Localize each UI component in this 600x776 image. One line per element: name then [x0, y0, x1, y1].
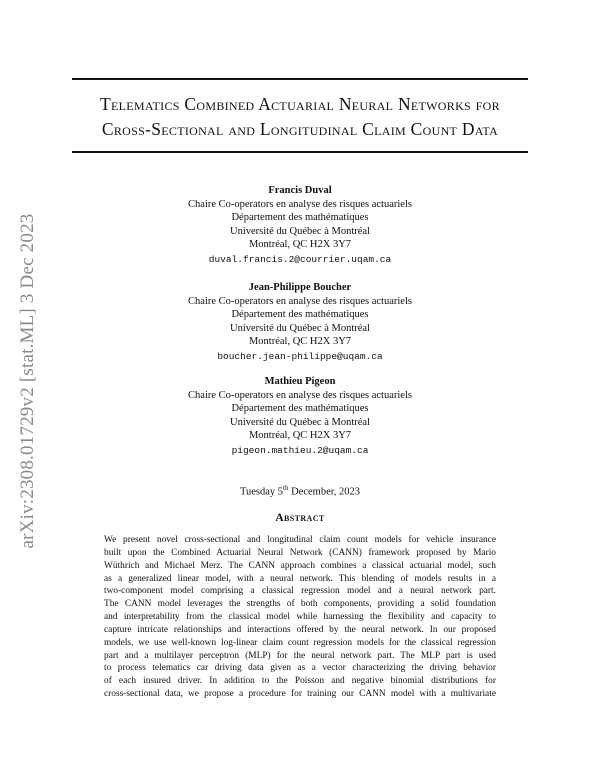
affiliation-line: Montréal, QC H2X 3Y7 — [248, 239, 352, 251]
date-suffix: December, 2023 — [288, 486, 361, 498]
abstract-line: capture intricate relationships and interactions offered by the neural network. In our proposed — [104, 624, 496, 635]
affiliation-line: Département des mathématiques — [231, 309, 369, 321]
date-prefix: Tuesday 5 — [239, 486, 284, 498]
affiliation-line: Département des mathématiques — [231, 212, 369, 224]
arxiv-identifier: arXiv:2308.01729v2 [stat.ML] 3 Dec 2023 — [17, 213, 38, 549]
abstract-line: We present novel cross-sectional and longitudinal claim count models for vehicle insurance — [104, 535, 496, 545]
affiliation-line: Montréal, QC H2X 3Y7 — [248, 430, 352, 442]
author-email[interactable]: boucher.jean-philippe@uqam.ca — [217, 350, 383, 362]
date-ordinal: th — [283, 484, 289, 492]
author-name: Francis Duval — [268, 185, 332, 196]
title-top-rule — [72, 78, 528, 80]
affiliation-line: Chaire Co-operators en analyse des risques actuariels — [188, 389, 412, 401]
author-block — [0, 375, 600, 458]
abstract-line: built upon the Combined Actuarial Neural Network (CANN) framework proposed by Mario — [104, 547, 496, 558]
author-email[interactable]: pigeon.mathieu.2@uqam.ca — [231, 444, 369, 456]
abstract-line: as a generalized linear model, with a neural network. This blending of models results in a — [104, 573, 496, 584]
abstract-line: Wüthrich and Michael Merz. The CANN approach combines a classical actuarial model, such — [104, 560, 496, 571]
affiliation-line: Chaire Co-operators en analyse des risques actuariels — [188, 198, 412, 210]
author-name: Mathieu Pigeon — [264, 376, 336, 387]
abstract-line: of each insured driver. In addition to the Poisson and negative binomial distributions for — [104, 676, 496, 687]
abstract-heading: Abstract — [275, 512, 325, 524]
affiliation-line: Chaire Co-operators en analyse des risques actuariels — [188, 295, 412, 307]
abstract-body — [104, 534, 496, 701]
affiliation-line: Montréal, QC H2X 3Y7 — [248, 336, 352, 348]
author-block — [0, 184, 600, 267]
title-line-2: Cross-Sectional and Longitudinal Claim Count Data — [101, 119, 499, 139]
affiliation-line: Département des mathématiques — [231, 403, 369, 415]
title-bottom-rule — [72, 151, 528, 153]
publication-date — [0, 484, 600, 498]
abstract-line: and interpretability from the classical model while harnessing the flexibility and capacity to — [104, 612, 496, 623]
abstract-line: cross-sectional data, we propose a procedure for training our CANN model with a multivariate — [104, 689, 496, 700]
abstract-line: part and a multilayer perceptron (MLP) for the neural network part. The MLP part is used — [104, 650, 496, 661]
affiliation-line: Université du Québec à Montréal — [230, 225, 370, 237]
affiliation-line: Université du Québec à Montréal — [230, 322, 370, 334]
affiliation-line: Université du Québec à Montréal — [230, 416, 370, 428]
title-line-1: Telematics Combined Actuarial Neural Networks for — [100, 94, 500, 114]
abstract-line: The CANN model leverages the strengths of both components, providing a solid foundation — [104, 599, 496, 610]
author-block — [0, 281, 600, 364]
paper-title — [72, 92, 528, 142]
abstract-line: two-component model comprising a classical regression model and a neural network part. — [104, 586, 496, 597]
abstract-line: to process telematics car driving data given as a vector characterizing the driving behavior — [104, 663, 496, 674]
author-email[interactable]: duval.francis.2@courrier.uqam.ca — [208, 253, 392, 265]
author-name: Jean-Philippe Boucher — [248, 282, 352, 293]
abstract-line: models, we use well-known log-linear claim count regression models for the classical regression — [104, 637, 496, 648]
